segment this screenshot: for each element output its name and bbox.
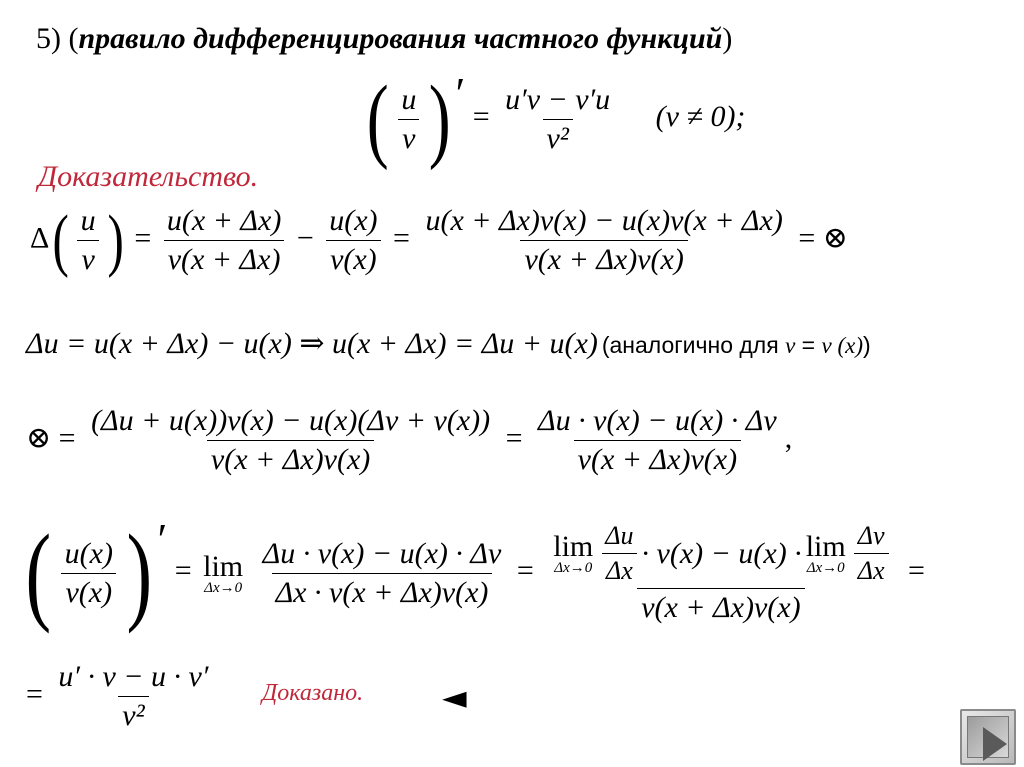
line4-du: Δu [605,521,634,550]
formula-condition: (v ≠ 0); [655,99,746,133]
proof-line-5 [26,660,216,733]
line1-frac-c-den: v(x + Δx)v(x) [520,240,687,277]
line2-note-vx: v (x) [821,333,863,358]
line1-u: u [80,204,96,237]
line4-mid: · v(x) − u(x) · [641,536,802,570]
line1-frac-a-den: v(x + Δx) [164,240,285,277]
line1-end: = ⊗ [798,221,848,255]
line1-frac-c-num: u(x + Δx)v(x) − u(x)v(x + Δx) [425,204,783,237]
formula-u: u [401,82,417,116]
line4-left-num: u(x) [64,536,113,570]
line1-minus: − [296,221,314,255]
line4-frac-a-den: Δx · v(x + Δx)v(x) [272,573,493,610]
line3-frac-b-num: Δu · v(x) − u(x) · Δv [538,404,777,437]
line4-lim-b2-sub: Δx→0 [806,560,845,576]
end-of-proof-icon: ◄ [442,678,467,716]
line4-dx-2: Δx [854,553,889,586]
line1-eq-1: = [134,221,152,255]
formula-numerator: u′v − v′u [505,82,611,116]
line5-den: v² [118,696,148,733]
proof-label: Доказательство. [38,160,259,193]
line5-eq: = [26,677,43,711]
formula-denominator: v² [543,119,573,156]
line3-eq: = [505,421,523,455]
line4-prime: ′ [157,515,168,564]
heading-close: ) [722,22,733,55]
proof-line-3 [26,404,792,477]
line1-v: v [77,240,98,277]
proof-line-4: ( $\frac{u(x)}{v(x)}$ ) ′ = lim Δx→0 $\frac{\Delta u \cdot v(x) - u(x) \cdot \Delta v}{\Delta x \cdot v(x + \Delta x)v(x)}$ = lim Δx→0 $\frac{\Delta u}{\Delta x}$ · v(x) − u(x) · lim Δx→0 $\frac{\Delta v}{\Delta x}$ v(x + Δx)v(x) = [25,512,925,634]
line4-frac-a-num: Δu · v(x) − u(x) · Δv [262,536,502,570]
line4-lim-b1: lim [553,530,594,563]
line2-note-prefix: (аналогично для [601,332,786,358]
line1-eq-2: = [393,221,410,255]
main-formula: ( $\frac{u}{v}$ ) ′ = $\frac{u'v - v'u}{\text{v²}}$ (v ≠ 0); [366,67,746,171]
line4-lim-b1-sub: Δx→0 [554,560,593,576]
heading-number: 5) ( [36,22,79,55]
formula-v: v [398,119,419,156]
line4-eq-2: = [516,553,534,587]
line5-num: u′ · v − u · v′ [58,660,209,693]
line4-lim-sub: Δx→0 [204,579,243,596]
line1-frac-a-num: u(x + Δx) [166,204,282,237]
line4-eq: = [174,553,192,587]
line4-end: = [908,553,925,587]
proof-line-2 [26,326,871,361]
line1-frac-b-num: u(x) [329,204,378,237]
line4-dx-1: Δx [602,553,637,586]
line1-frac-b-den: v(x) [326,240,381,277]
line2-note-eq: = [795,332,822,358]
formula-eq: = [472,99,490,133]
line2-formula: Δu = u(x + Δx) − u(x) ⇒ u(x + Δx) = Δu + u(x) [26,327,598,360]
line4-left-den: v(x) [61,573,116,610]
line2-note [602,332,871,358]
formula-prime: ′ [455,69,466,118]
line4-dv: Δv [857,521,885,550]
line3-frac-a-num: (Δu + u(x))v(x) − u(x)(Δv + v(x)) [91,404,491,437]
line3-frac-a-den: v(x + Δx)v(x) [207,440,374,477]
line4-lim-b2: lim [805,530,846,563]
delta-symbol: Δ [30,221,50,255]
line4-lim: lim [203,549,244,583]
proof-line-1: Δ( $\frac{u}{v}$ ) = $\frac{u(x + \Delta x)}{v(x + \Delta x)}$ − $\frac{u(x)}{v(x)}$ = $\frac{u(x + \Delta x)v(x) - u(x)v(x + \Delta x)}{v(x + \Delta x)v(x)}$ = ⊗ [30,201,848,279]
line3-start: ⊗ = [26,421,76,455]
heading-title: правило дифференцирования частного функций [78,22,723,55]
line2-note-suffix: ) [863,332,871,358]
heading [36,22,732,56]
next-slide-button[interactable] [960,709,1016,765]
line4-frac-b-num [545,521,896,588]
proved-label: Доказано. [262,680,364,706]
line3-end: , [784,421,793,455]
next-slide-icon [967,716,1009,758]
line3-frac-b-den: v(x + Δx)v(x) [574,440,741,477]
line4-frac-b-den: v(x + Δx)v(x) [637,588,804,625]
line2-note-v: v [785,333,796,358]
